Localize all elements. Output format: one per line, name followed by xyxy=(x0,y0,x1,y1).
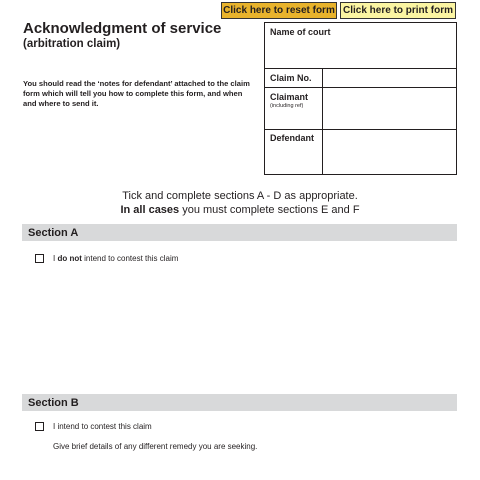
divider xyxy=(265,68,456,69)
print-form-button[interactable]: Click here to print form xyxy=(340,2,456,19)
label-prefix: I xyxy=(53,254,58,263)
not-contest-label xyxy=(53,254,178,263)
instruction-emphasis: In all cases xyxy=(120,204,180,216)
instruction-rest: you must complete sections E and F xyxy=(179,204,360,216)
court-details-box xyxy=(264,22,457,175)
instruction-line-2 xyxy=(0,204,480,216)
remedy-note: Give brief details of any different remedy you are seeking. xyxy=(53,442,258,451)
section-b-heading: Section B xyxy=(22,394,457,411)
claimant-label: Claimant xyxy=(270,92,309,102)
reset-form-button[interactable]: Click here to reset form xyxy=(221,2,337,19)
intro-text: You should read the ‘notes for defendant’ attached to the claim form which will tell you how to complete this form, and when and where to send it. xyxy=(23,79,250,108)
divider xyxy=(265,87,456,88)
claimant-note: (including ref) xyxy=(270,103,304,109)
contest-checkbox[interactable] xyxy=(35,422,44,431)
section-b-option xyxy=(35,422,152,431)
section-a-heading: Section A xyxy=(22,224,457,241)
contest-label: I intend to contest this claim xyxy=(53,422,152,431)
label-emphasis: do not xyxy=(57,254,82,263)
claim-no-label: Claim No. xyxy=(270,73,312,83)
name-of-court-label: Name of court xyxy=(270,27,331,37)
form-subtitle: (arbitration claim) xyxy=(23,38,121,50)
defendant-label: Defendant xyxy=(270,133,315,143)
divider xyxy=(265,129,456,130)
not-contest-checkbox[interactable] xyxy=(35,254,44,263)
divider xyxy=(322,68,323,174)
label-suffix: intend to contest this claim xyxy=(81,254,179,263)
instruction-line-1: Tick and complete sections A - D as appropriate. xyxy=(122,190,358,202)
section-a-option xyxy=(35,254,178,263)
form-title: Acknowledgment of service xyxy=(23,20,222,37)
